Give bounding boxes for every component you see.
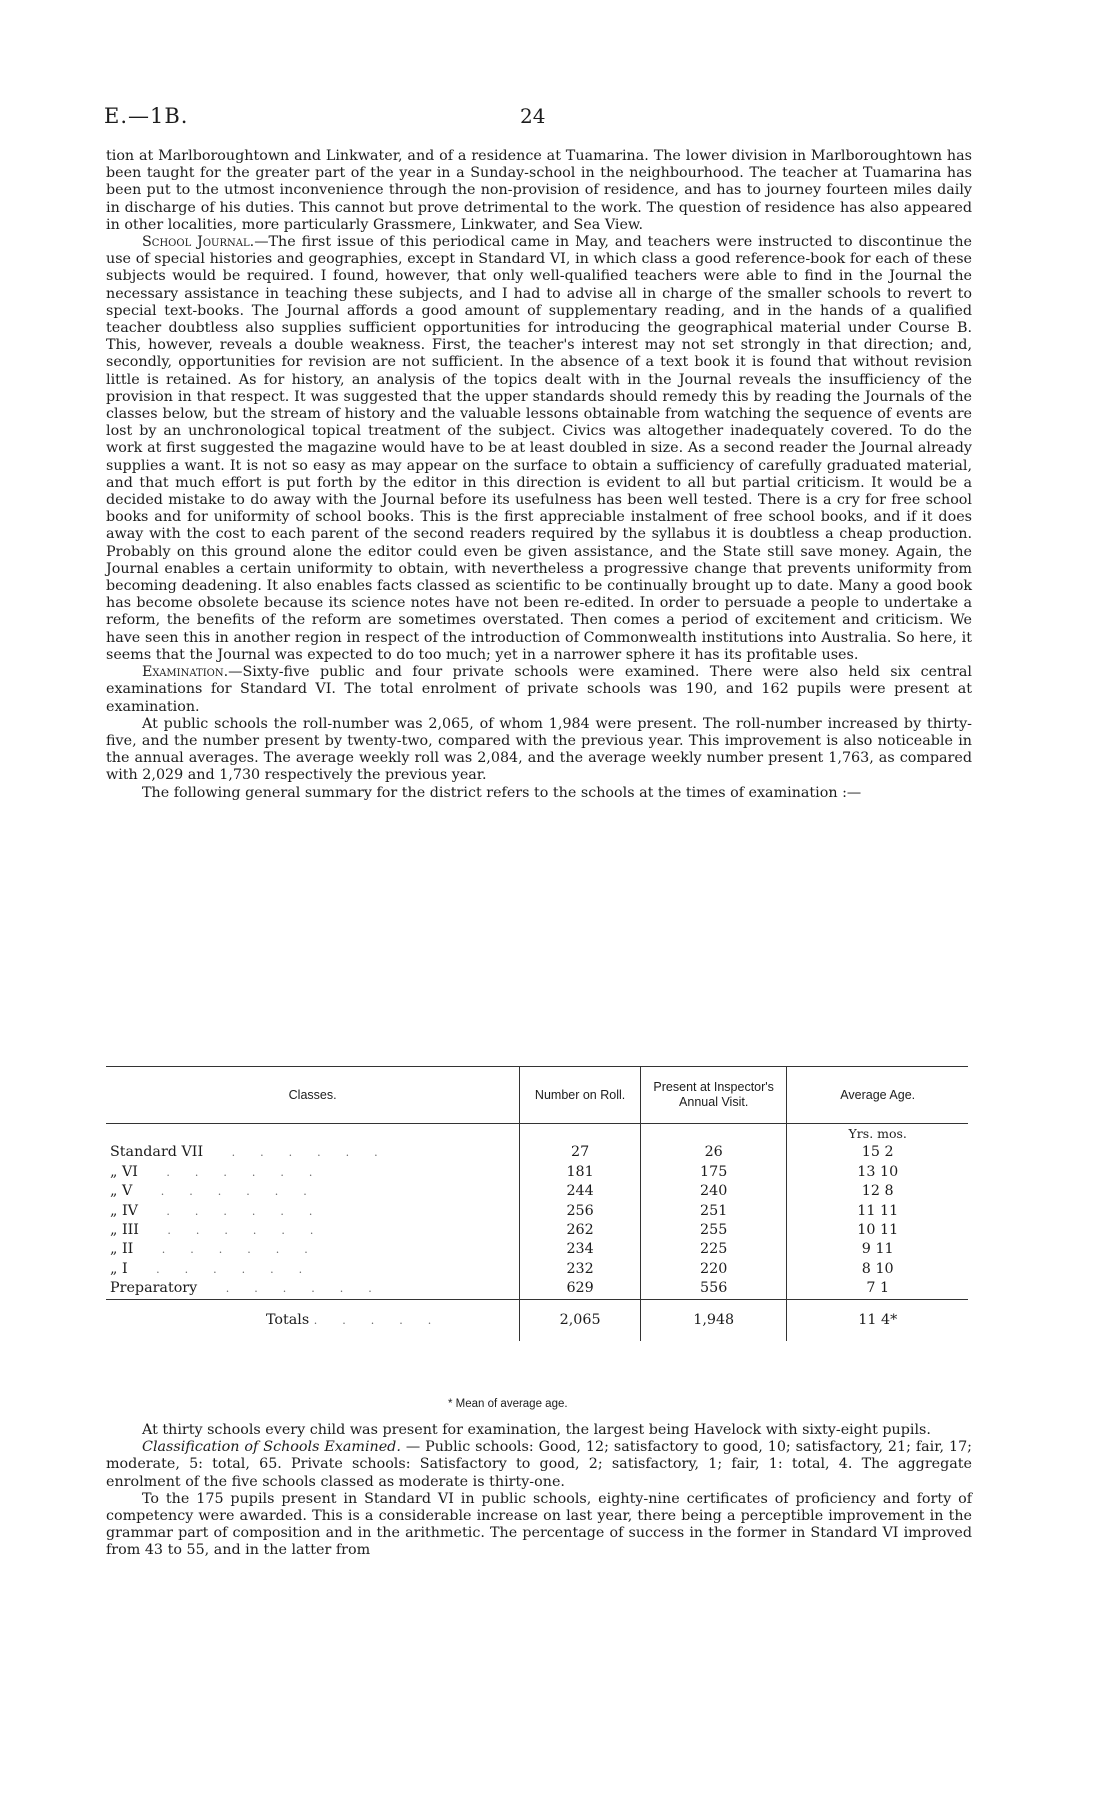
age-units: Yrs. mos. <box>787 1124 968 1144</box>
paragraph-residence: tion at Marlboroughtown and Linkwater, and of a residence at Tuamarina. The lower division in Marlboroughtown has been taught for the greater part of the year in a Sunday-school in the neighbourhood. The teacher at Tuamarina has been put to the utmost inconvenience through the non-provision of residence, and has to journey fourteen miles daily in discharge of his duties. This cannot but prove detrimental to the work. The question of residence has also appeared in other localities, more particularly Grassmere, Linkwater, and Sea View. <box>106 148 972 233</box>
page-header <box>104 104 964 130</box>
age-value: 12 8 <box>787 1182 968 1201</box>
totals-present: 1,948 <box>640 1299 787 1341</box>
school-journal-heading: School Journal. <box>142 234 255 251</box>
present-value: 556 <box>640 1279 787 1299</box>
table-row: „ II ...... 234 225 9 11 <box>106 1240 968 1259</box>
totals-roll: 2,065 <box>520 1299 641 1341</box>
class-label: „ VI <box>110 1163 138 1180</box>
class-label: „ III <box>110 1222 139 1239</box>
totals-age: 11 4* <box>787 1299 968 1341</box>
totals-label: Totals <box>266 1311 310 1328</box>
age-value: 10 11 <box>787 1221 968 1240</box>
units-row <box>106 1124 968 1144</box>
paragraph-summary-intro: The following general summary for the district refers to the schools at the times of examination :— <box>142 784 862 801</box>
roll-value: 262 <box>520 1221 641 1240</box>
parliamentary-paper-reference: E.—1B. <box>104 104 189 128</box>
table-footnote: * Mean of average age. <box>448 1398 568 1410</box>
present-value: 255 <box>640 1221 787 1240</box>
table-row: Preparatory ...... 629 556 7 1 <box>106 1279 968 1299</box>
school-journal-text: —The first issue of this periodical came in May, and teachers were instructed to discontinue the use of special histories and geographies, except in Standard VI, in which class a good reference-book for each of these subjects would be required. I found, however, that only well-qualified teachers were able to find in the Journal the necessary assistance in teaching these subjects, and I had to advise all in charge of the smaller schools to revert to special text-books. The Journal affords a good amount of supplementary reading, and in the hands of a qualified teacher doubtless also supplies sufficient opportunities for introducing the geographical material under Course B. This, however, reveals a double weakness. First, the teacher's interest may not set strongly in that direction; and, secondly, opportunities for revision are not sufficient. In the absence of a text book it is found that without revision little is retained. As for history, an analysis of the topics dealt with in the Journal reveals the insufficiency of the provision in that respect. It was suggested that the upper standards should remedy this by reading the Journals of the classes below, but the stream of history and the valuable lessons obtainable from watching the sequence of events are lost by an unchronological topical treatment of the subject. Civics was altogether inadequately covered. To do the work at first suggested the magazine would have to be at least doubled in size. As a second reader the Journal already supplies a want. It is not so easy as may appear on the surface to obtain a sufficiency of carefully graduated material, and that much effort is put forth by the editor in this direction is evident to all but partial criticism. It would be a decided mistake to do away with the Journal before its usefulness has been well tested. There is a cry for free school books and for uniformity of school books. This is the first appreciable instalment of free school books, and if it does away with the cost to each parent of the second readers required by the syllabus it is doubtless a cheap production. Probably on this ground alone the editor could even be given assistance, and the State still save money. Again, the Journal enables a certain uniformity to obtain, with nevertheless a progressive change that prevents uniformity from becoming deadening. It also enables facts classed as scientific to be continually brought up to date. Many a good book has become obsolete because its science notes have not been re-edited. In order to persuade a people to undertake a reform, the benefits of the reform are sometimes overstated. Then comes a period of excitement and criticism. We have seen this in another region in respect of the introduction of Commonwealth institutions into Australia. So here, it seems that the Journal was expected to do too much; yet in a narrower sphere it has its profitable uses. <box>106 234 972 663</box>
roll-value: 234 <box>520 1240 641 1259</box>
class-label: „ IV <box>110 1202 138 1219</box>
examination-text: —Sixty-five public and four private schools were examined. There were also held six central examinations for Standard VI. The total enrolment of private schools was 190, and 162 pupils were present at examination. <box>106 664 972 715</box>
present-value: 225 <box>640 1240 787 1259</box>
table-header-row <box>106 1067 968 1124</box>
roll-value: 629 <box>520 1279 641 1299</box>
paragraph-roll-number: At public schools the roll-number was 2,065, of whom 1,984 were present. The roll-number increased by thirty-five, and the number present by twenty-two, compared with the previous year. This improvement is also noticeable in the annual averages. The average weekly roll was 2,084, and the average weekly number present 1,763, as compared with 2,029 and 1,730 respectively the previous year. <box>106 715 972 784</box>
table-row: „ I ...... 232 220 8 10 <box>106 1260 968 1279</box>
age-value: 11 11 <box>787 1202 968 1221</box>
age-value: 8 10 <box>787 1260 968 1279</box>
header-present: Present at Inspector's Annual Visit. <box>640 1067 787 1124</box>
age-value: 13 10 <box>787 1163 968 1182</box>
general-summary-table <box>106 1066 968 1341</box>
paragraph-school-journal <box>106 234 972 664</box>
page-number: 24 <box>520 104 546 128</box>
present-value: 220 <box>640 1260 787 1279</box>
paragraph-classification <box>106 1439 972 1491</box>
classification-text: — Public schools: Good, 12; satisfactory to good, 10; satisfactory, 21; fair, 17; moderate, 5: total, 65. Private schools: Satisfactory to good, 2; satisfactory, 1; fair, 1: total, 4. The aggregate enrolment of the five schools classed as moderate is thirty-one. <box>106 1439 972 1490</box>
class-label: Standard VII <box>110 1144 204 1161</box>
table-row: „ IV ...... 256 251 11 11 <box>106 1202 968 1221</box>
roll-value: 232 <box>520 1260 641 1279</box>
present-value: 26 <box>640 1143 787 1162</box>
class-label: „ I <box>110 1260 128 1277</box>
header-number-on-roll: Number on Roll. <box>520 1067 641 1124</box>
present-value: 240 <box>640 1182 787 1201</box>
roll-value: 256 <box>520 1202 641 1221</box>
table-row: „ V ...... 244 240 12 8 <box>106 1182 968 1201</box>
class-label: „ V <box>110 1183 133 1200</box>
age-value: 7 1 <box>787 1279 968 1299</box>
header-average-age: Average Age. <box>787 1067 968 1124</box>
age-value: 9 11 <box>787 1240 968 1259</box>
present-value: 251 <box>640 1202 787 1221</box>
roll-value: 27 <box>520 1143 641 1162</box>
roll-value: 181 <box>520 1163 641 1182</box>
table-row: „ VI ...... 181 175 13 10 <box>106 1163 968 1182</box>
header-classes: Classes. <box>106 1067 520 1124</box>
classification-heading: Classification of Schools Examined. <box>142 1439 401 1456</box>
age-value: 15 2 <box>787 1143 968 1162</box>
paragraph-attendance: At thirty schools every child was present for examination, the largest being Havelock with sixty-eight pupils. <box>142 1422 931 1438</box>
table-row: Standard VII ...... 27 26 15 2 <box>106 1143 968 1162</box>
table-row: „ III ...... 262 255 10 11 <box>106 1221 968 1240</box>
paragraph-certificates: To the 175 pupils present in Standard VI in public schools, eighty-nine certificates of proficiency and forty of competency were awarded. This is a considerable increase on last year, there being a perceptible improvement in the grammar part of composition and in the arithmetic. The percentage of success in the former in Standard VI improved from 43 to 55, and in the latter from <box>106 1490 972 1559</box>
report-body <box>106 148 972 802</box>
examination-heading: Examination. <box>142 664 229 681</box>
paragraph-examination <box>106 664 972 716</box>
class-label: Preparatory <box>110 1280 198 1297</box>
class-label: „ II <box>110 1241 134 1258</box>
present-value: 175 <box>640 1163 787 1182</box>
totals-row: Totals ..... 2,065 1,948 11 4* <box>106 1299 968 1341</box>
report-body-continued <box>106 1422 972 1560</box>
roll-value: 244 <box>520 1182 641 1201</box>
